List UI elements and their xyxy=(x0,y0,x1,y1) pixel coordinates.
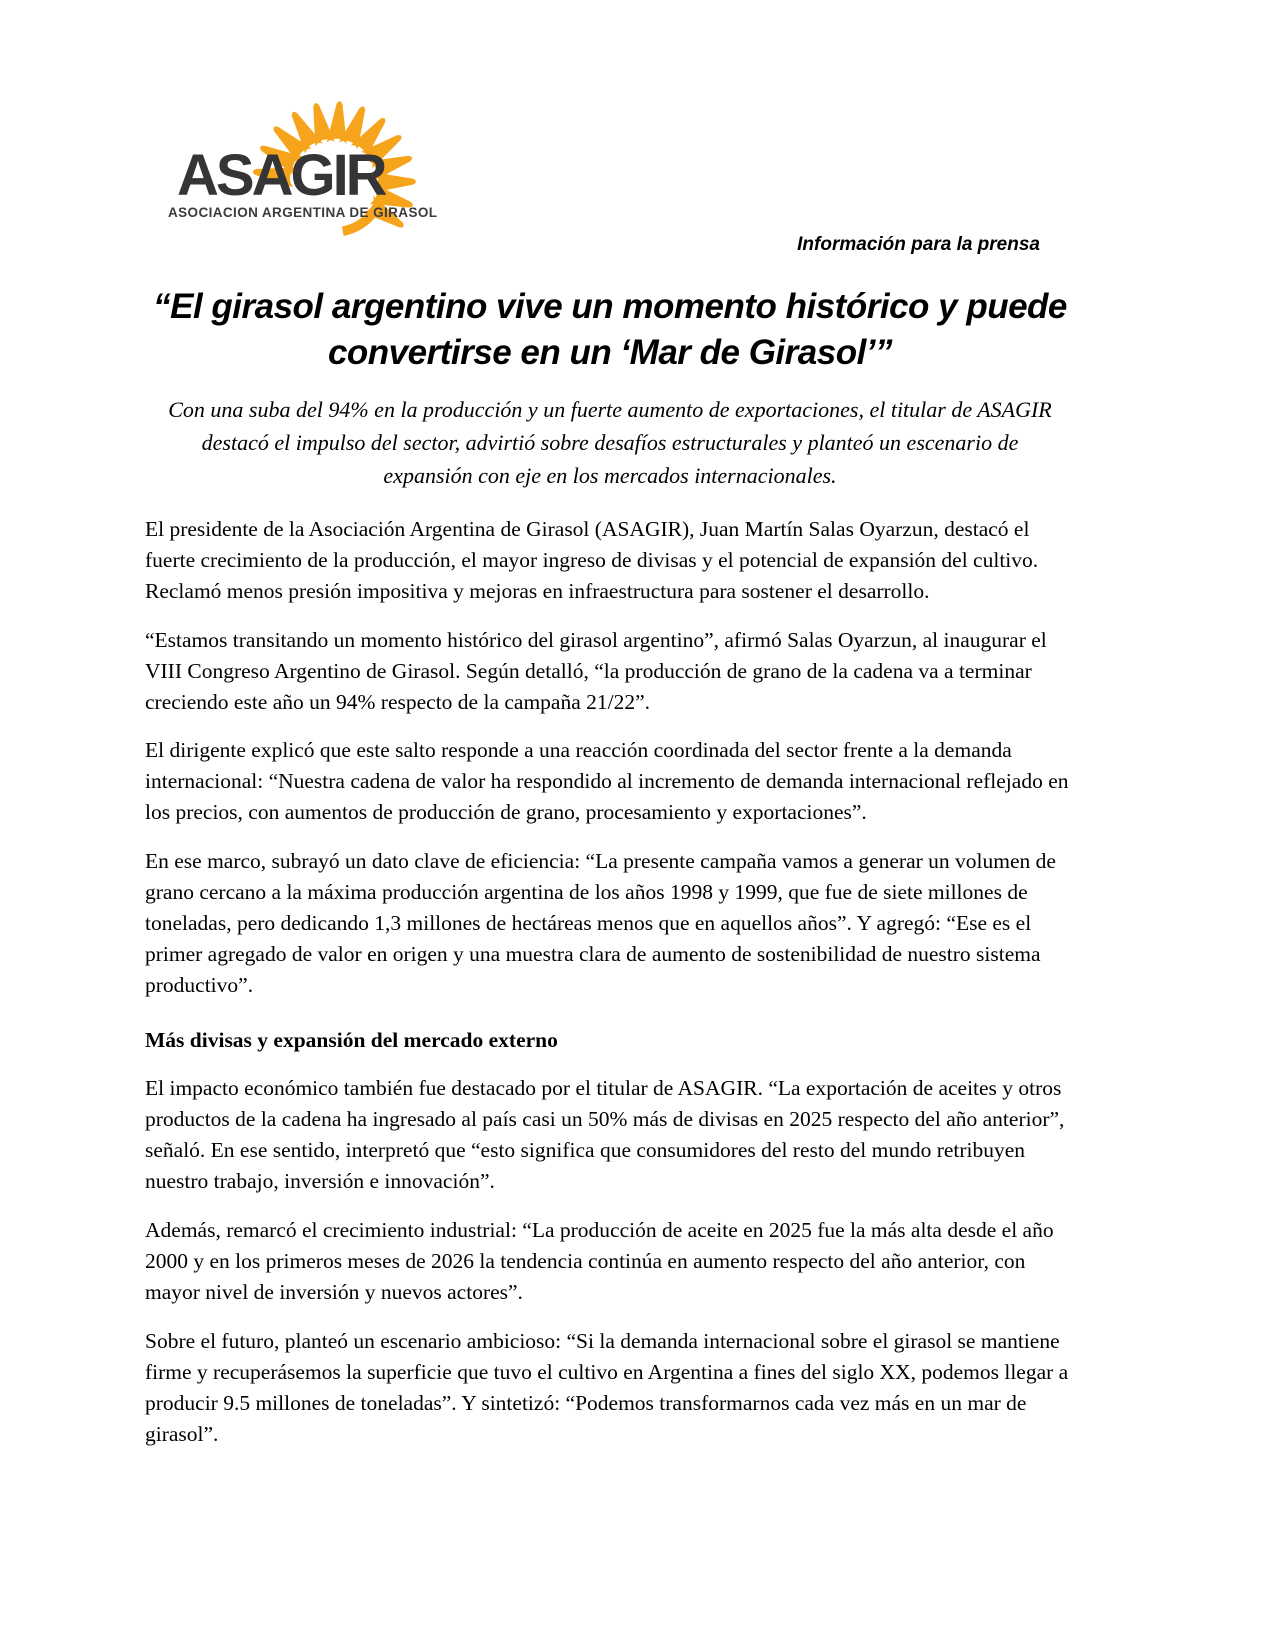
body-paragraph: Sobre el futuro, planteó un escenario ambicioso: “Si la demanda internacional sobre el girasol se mantiene firme y recuperásemos la superficie que tuvo el cultivo en Argentina a fines del siglo XX, podemos llegar a producir 9.5 millones de toneladas”. Y sintetizó: “Podemos transformarnos cada vez más en un mar de girasol”. xyxy=(145,1328,1069,1446)
asagir-logo xyxy=(155,85,455,235)
logo-tagline: ASOCIACION ARGENTINA DE GIRASOL xyxy=(168,205,438,220)
body-paragraph: El presidente de la Asociación Argentina de Girasol (ASAGIR), Juan Martín Salas Oyarzun, destacó el fuerte crecimiento de la producción, el mayor ingreso de divisas y el potencial de expansión del cultivo. Reclamó menos presión impositiva y mejoras en infraestructura para sostener el desarrollo. xyxy=(145,516,1039,603)
body-paragraph: En ese marco, subrayó un dato clave de eficiencia: “La presente campaña vamos a generar un volumen de grano cercano a la máxima producción argentina de los años 1998 y 1999, que fue de siete millones de toneladas, pero dedicando 1,3 millones de hectáreas menos que en aquellos años”. Y agregó: “Ese es el primer agregado de valor en origen y una muestra clara de aumento de sostenibilidad de nuestro sistema productivo”. xyxy=(145,849,1056,998)
body-paragraph: El impacto económico también fue destacado por el titular de ASAGIR. “La exportación de aceites y otros productos de la cadena ha ingresado al país casi un 50% más de divisas en 2025 respecto del año anterior”, señaló. En ese sentido, interpretó que “esto significa que consumidores del resto del mundo retribuyen nuestro trabajo, inversión e innovación”. xyxy=(145,1076,1065,1193)
subtitle: Con una suba del 94% en la producción y un fuerte aumento de exportaciones, el titular de ASAGIR destacó el impulso del sector, advirtió sobre desafíos estructurales y planteó un escenario de expansión con eje en los mercados internacionales. xyxy=(168,396,1052,488)
section-heading: Más divisas y expansión del mercado externo xyxy=(145,1028,558,1053)
article-body xyxy=(145,514,1075,1450)
body-paragraph: “Estamos transitando un momento histórico del girasol argentino”, afirmó Salas Oyarzun, al inaugurar el VIII Congreso Argentino de Girasol. Según detalló, “la producción de grano de la cadena va a terminar creciendo este año un 94% respecto de la campaña 21/22”. xyxy=(145,627,1047,714)
page-title: “El girasol argentino vive un momento histórico y puede convertirse en un ‘Mar de Girasol’” xyxy=(153,286,1067,373)
document-content xyxy=(145,232,1075,1468)
body-paragraph: El dirigente explicó que este salto responde a una reacción coordinada del sector frente a la demanda internacional: “Nuestra cadena de valor ha respondido al incremento de demanda internacional reflejado en los precios, con aumentos de producción de grano, procesamiento y exportaciones”. xyxy=(145,738,1069,825)
body-paragraph: Además, remarcó el crecimiento industrial: “La producción de aceite en 2025 fue la más alta desde el año 2000 y en los primeros meses de 2026 la tendencia continúa en aumento respecto del año anterior, con mayor nivel de inversión y nuevos actores”. xyxy=(145,1217,1054,1304)
logo-wordmark: ASAGIR xyxy=(177,143,385,208)
kicker-line: Información para la prensa xyxy=(797,234,1040,255)
